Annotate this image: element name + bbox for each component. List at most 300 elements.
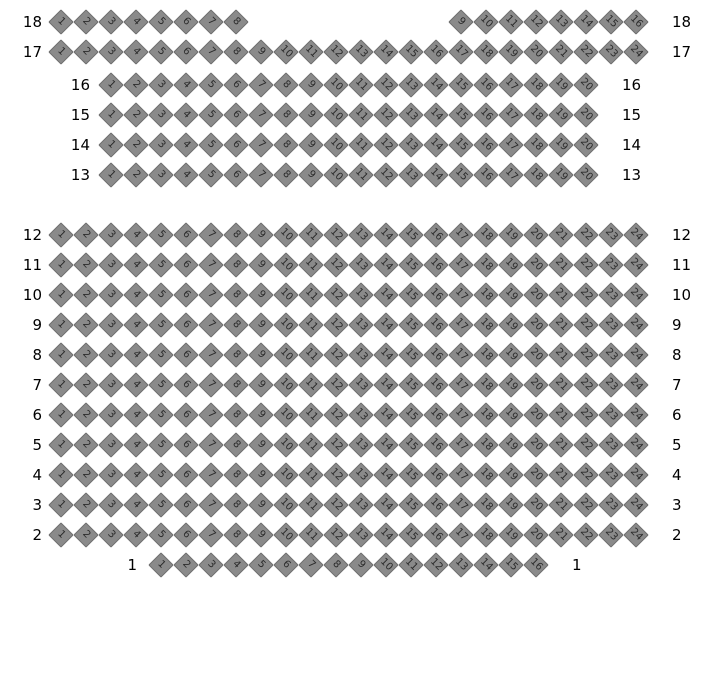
seat-row-11-1[interactable] [48, 252, 73, 277]
seat-row-17-16[interactable] [423, 39, 448, 64]
seat-row-7-23[interactable] [598, 372, 623, 397]
seat-row-7-21[interactable] [548, 372, 573, 397]
seat-row-8-18[interactable] [473, 342, 498, 367]
seat-row-5-19[interactable] [498, 432, 523, 457]
seat-row-16-8[interactable] [273, 72, 298, 97]
seat-row-5-4[interactable] [123, 432, 148, 457]
seat-row-5-3[interactable] [98, 432, 123, 457]
seat-row-14-3[interactable] [148, 132, 173, 157]
seat-row-4-18[interactable] [473, 462, 498, 487]
seat-row-10-2[interactable] [73, 282, 98, 307]
seat-row-9-2[interactable] [73, 312, 98, 337]
seat-row-1-16[interactable] [523, 552, 548, 577]
seat-row-8-2[interactable] [73, 342, 98, 367]
seat-row-10-1[interactable] [48, 282, 73, 307]
seat-row-1-12[interactable] [423, 552, 448, 577]
seat-row-10-11[interactable] [298, 282, 323, 307]
seat-row-7-9[interactable] [248, 372, 273, 397]
seat-row-9-14[interactable] [373, 312, 398, 337]
seat-row-6-19[interactable] [498, 402, 523, 427]
seat-row-1-14[interactable] [473, 552, 498, 577]
seat-row-3-13[interactable] [348, 492, 373, 517]
seat-row-17-1[interactable] [48, 39, 73, 64]
seat-row-17-13[interactable] [348, 39, 373, 64]
seat-row-5-12[interactable] [323, 432, 348, 457]
seat-row-1-3[interactable] [198, 552, 223, 577]
seat-row-6-15[interactable] [398, 402, 423, 427]
seat-row-12-6[interactable] [173, 222, 198, 247]
seat-row-15-17[interactable] [498, 102, 523, 127]
seat-row-17-12[interactable] [323, 39, 348, 64]
seat-row-18-11[interactable] [498, 9, 523, 34]
seat-row-8-24[interactable] [623, 342, 648, 367]
seat-row-8-12[interactable] [323, 342, 348, 367]
seat-row-16-4[interactable] [173, 72, 198, 97]
seat-row-13-3[interactable] [148, 162, 173, 187]
seat-row-5-20[interactable] [523, 432, 548, 457]
seat-row-1-5[interactable] [248, 552, 273, 577]
seat-row-15-20[interactable] [573, 102, 598, 127]
seat-row-3-4[interactable] [123, 492, 148, 517]
seat-row-10-19[interactable] [498, 282, 523, 307]
seat-row-18-14[interactable] [573, 9, 598, 34]
seat-row-16-17[interactable] [498, 72, 523, 97]
seat-row-7-7[interactable] [198, 372, 223, 397]
seat-row-7-10[interactable] [273, 372, 298, 397]
seat-row-13-5[interactable] [198, 162, 223, 187]
seat-row-1-9[interactable] [348, 552, 373, 577]
seat-row-10-10[interactable] [273, 282, 298, 307]
seat-row-4-24[interactable] [623, 462, 648, 487]
seat-row-13-12[interactable] [373, 162, 398, 187]
seat-row-2-13[interactable] [348, 522, 373, 547]
seat-row-6-3[interactable] [98, 402, 123, 427]
seat-row-6-8[interactable] [223, 402, 248, 427]
seat-row-1-1[interactable] [148, 552, 173, 577]
seat-row-16-12[interactable] [373, 72, 398, 97]
seat-row-10-9[interactable] [248, 282, 273, 307]
seat-row-4-13[interactable] [348, 462, 373, 487]
seat-row-12-19[interactable] [498, 222, 523, 247]
seat-row-10-21[interactable] [548, 282, 573, 307]
seat-row-14-7[interactable] [248, 132, 273, 157]
seat-row-4-15[interactable] [398, 462, 423, 487]
seat-row-3-23[interactable] [598, 492, 623, 517]
seat-row-14-6[interactable] [223, 132, 248, 157]
seat-row-8-8[interactable] [223, 342, 248, 367]
seat-row-4-11[interactable] [298, 462, 323, 487]
seat-row-1-6[interactable] [273, 552, 298, 577]
seat-row-9-15[interactable] [398, 312, 423, 337]
seat-row-10-16[interactable] [423, 282, 448, 307]
seat-row-11-18[interactable] [473, 252, 498, 277]
seat-row-17-14[interactable] [373, 39, 398, 64]
seat-row-9-22[interactable] [573, 312, 598, 337]
seat-row-5-14[interactable] [373, 432, 398, 457]
seat-row-15-6[interactable] [223, 102, 248, 127]
seat-row-5-1[interactable] [48, 432, 73, 457]
seat-row-13-13[interactable] [398, 162, 423, 187]
seat-row-3-15[interactable] [398, 492, 423, 517]
seat-row-8-11[interactable] [298, 342, 323, 367]
seat-row-2-22[interactable] [573, 522, 598, 547]
seat-row-8-9[interactable] [248, 342, 273, 367]
seat-row-3-11[interactable] [298, 492, 323, 517]
seat-row-15-10[interactable] [323, 102, 348, 127]
seat-row-13-19[interactable] [548, 162, 573, 187]
seat-row-11-17[interactable] [448, 252, 473, 277]
seat-row-3-3[interactable] [98, 492, 123, 517]
seat-row-17-23[interactable] [598, 39, 623, 64]
seat-row-11-11[interactable] [298, 252, 323, 277]
seat-row-6-11[interactable] [298, 402, 323, 427]
seat-row-16-16[interactable] [473, 72, 498, 97]
seat-row-9-3[interactable] [98, 312, 123, 337]
seat-row-7-14[interactable] [373, 372, 398, 397]
seat-row-14-2[interactable] [123, 132, 148, 157]
seat-row-2-12[interactable] [323, 522, 348, 547]
seat-row-11-16[interactable] [423, 252, 448, 277]
seat-row-8-5[interactable] [148, 342, 173, 367]
seat-row-17-4[interactable] [123, 39, 148, 64]
seat-row-14-5[interactable] [198, 132, 223, 157]
seat-row-14-18[interactable] [523, 132, 548, 157]
seat-row-11-12[interactable] [323, 252, 348, 277]
seat-row-3-7[interactable] [198, 492, 223, 517]
seat-row-5-22[interactable] [573, 432, 598, 457]
seat-row-12-12[interactable] [323, 222, 348, 247]
seat-row-15-15[interactable] [448, 102, 473, 127]
seat-row-5-15[interactable] [398, 432, 423, 457]
seat-row-10-7[interactable] [198, 282, 223, 307]
seat-row-7-5[interactable] [148, 372, 173, 397]
seat-row-12-5[interactable] [148, 222, 173, 247]
seat-row-12-14[interactable] [373, 222, 398, 247]
seat-row-16-15[interactable] [448, 72, 473, 97]
seat-row-18-1[interactable] [48, 9, 73, 34]
seat-row-9-23[interactable] [598, 312, 623, 337]
seat-row-4-5[interactable] [148, 462, 173, 487]
seat-row-18-15[interactable] [598, 9, 623, 34]
seat-row-11-22[interactable] [573, 252, 598, 277]
seat-row-9-10[interactable] [273, 312, 298, 337]
seat-row-15-3[interactable] [148, 102, 173, 127]
seat-row-1-13[interactable] [448, 552, 473, 577]
seat-row-13-17[interactable] [498, 162, 523, 187]
seat-row-18-13[interactable] [548, 9, 573, 34]
seat-row-2-17[interactable] [448, 522, 473, 547]
seat-row-7-13[interactable] [348, 372, 373, 397]
seat-row-15-18[interactable] [523, 102, 548, 127]
seat-row-4-12[interactable] [323, 462, 348, 487]
seat-row-9-1[interactable] [48, 312, 73, 337]
seat-row-16-6[interactable] [223, 72, 248, 97]
seat-row-14-14[interactable] [423, 132, 448, 157]
seat-row-4-7[interactable] [198, 462, 223, 487]
seat-row-3-12[interactable] [323, 492, 348, 517]
seat-row-8-21[interactable] [548, 342, 573, 367]
seat-row-5-21[interactable] [548, 432, 573, 457]
seat-row-16-3[interactable] [148, 72, 173, 97]
seat-row-9-6[interactable] [173, 312, 198, 337]
seat-row-11-15[interactable] [398, 252, 423, 277]
seat-row-7-6[interactable] [173, 372, 198, 397]
seat-row-4-19[interactable] [498, 462, 523, 487]
seat-row-2-14[interactable] [373, 522, 398, 547]
seat-row-11-20[interactable] [523, 252, 548, 277]
seat-row-3-8[interactable] [223, 492, 248, 517]
seat-row-18-9[interactable] [448, 9, 473, 34]
seat-row-3-22[interactable] [573, 492, 598, 517]
seat-row-2-3[interactable] [98, 522, 123, 547]
seat-row-12-23[interactable] [598, 222, 623, 247]
seat-row-12-10[interactable] [273, 222, 298, 247]
seat-row-4-21[interactable] [548, 462, 573, 487]
seat-row-8-22[interactable] [573, 342, 598, 367]
seat-row-16-11[interactable] [348, 72, 373, 97]
seat-row-5-10[interactable] [273, 432, 298, 457]
seat-row-11-3[interactable] [98, 252, 123, 277]
seat-row-6-7[interactable] [198, 402, 223, 427]
seat-row-3-17[interactable] [448, 492, 473, 517]
seat-row-2-20[interactable] [523, 522, 548, 547]
seat-row-7-17[interactable] [448, 372, 473, 397]
seat-row-1-10[interactable] [373, 552, 398, 577]
seat-row-1-8[interactable] [323, 552, 348, 577]
seat-row-8-15[interactable] [398, 342, 423, 367]
seat-row-16-2[interactable] [123, 72, 148, 97]
seat-row-18-12[interactable] [523, 9, 548, 34]
seat-row-8-23[interactable] [598, 342, 623, 367]
seat-row-17-19[interactable] [498, 39, 523, 64]
seat-row-8-17[interactable] [448, 342, 473, 367]
seat-row-15-1[interactable] [98, 102, 123, 127]
seat-row-17-10[interactable] [273, 39, 298, 64]
seat-row-16-13[interactable] [398, 72, 423, 97]
seat-row-3-16[interactable] [423, 492, 448, 517]
seat-row-12-11[interactable] [298, 222, 323, 247]
seat-row-14-19[interactable] [548, 132, 573, 157]
seat-row-9-5[interactable] [148, 312, 173, 337]
seat-row-17-5[interactable] [148, 39, 173, 64]
seat-row-9-19[interactable] [498, 312, 523, 337]
seat-row-13-11[interactable] [348, 162, 373, 187]
seat-row-1-15[interactable] [498, 552, 523, 577]
seat-row-7-22[interactable] [573, 372, 598, 397]
seat-row-13-8[interactable] [273, 162, 298, 187]
seat-row-3-19[interactable] [498, 492, 523, 517]
seat-row-10-5[interactable] [148, 282, 173, 307]
seat-row-14-15[interactable] [448, 132, 473, 157]
seat-row-12-8[interactable] [223, 222, 248, 247]
seat-row-16-14[interactable] [423, 72, 448, 97]
seat-row-12-1[interactable] [48, 222, 73, 247]
seat-row-13-18[interactable] [523, 162, 548, 187]
seat-row-6-10[interactable] [273, 402, 298, 427]
seat-row-8-1[interactable] [48, 342, 73, 367]
seat-row-6-14[interactable] [373, 402, 398, 427]
seat-row-16-18[interactable] [523, 72, 548, 97]
seat-row-15-7[interactable] [248, 102, 273, 127]
seat-row-2-5[interactable] [148, 522, 173, 547]
seat-row-11-7[interactable] [198, 252, 223, 277]
seat-row-18-8[interactable] [223, 9, 248, 34]
seat-row-2-9[interactable] [248, 522, 273, 547]
seat-row-11-14[interactable] [373, 252, 398, 277]
seat-row-2-1[interactable] [48, 522, 73, 547]
seat-row-13-20[interactable] [573, 162, 598, 187]
seat-row-1-11[interactable] [398, 552, 423, 577]
seat-row-5-7[interactable] [198, 432, 223, 457]
seat-row-1-7[interactable] [298, 552, 323, 577]
seat-row-12-13[interactable] [348, 222, 373, 247]
seat-row-14-1[interactable] [98, 132, 123, 157]
seat-row-4-10[interactable] [273, 462, 298, 487]
seat-row-12-15[interactable] [398, 222, 423, 247]
seat-row-9-11[interactable] [298, 312, 323, 337]
seat-row-7-2[interactable] [73, 372, 98, 397]
seat-row-4-17[interactable] [448, 462, 473, 487]
seat-row-8-7[interactable] [198, 342, 223, 367]
seat-row-4-16[interactable] [423, 462, 448, 487]
seat-row-11-2[interactable] [73, 252, 98, 277]
seat-row-10-18[interactable] [473, 282, 498, 307]
seat-row-17-6[interactable] [173, 39, 198, 64]
seat-row-18-10[interactable] [473, 9, 498, 34]
seat-row-18-4[interactable] [123, 9, 148, 34]
seat-row-7-15[interactable] [398, 372, 423, 397]
seat-row-3-18[interactable] [473, 492, 498, 517]
seat-row-12-20[interactable] [523, 222, 548, 247]
seat-row-12-4[interactable] [123, 222, 148, 247]
seat-row-6-23[interactable] [598, 402, 623, 427]
seat-row-11-9[interactable] [248, 252, 273, 277]
seat-row-14-8[interactable] [273, 132, 298, 157]
seat-row-17-22[interactable] [573, 39, 598, 64]
seat-row-9-20[interactable] [523, 312, 548, 337]
seat-row-7-18[interactable] [473, 372, 498, 397]
seat-row-3-20[interactable] [523, 492, 548, 517]
seat-row-17-21[interactable] [548, 39, 573, 64]
seat-row-1-4[interactable] [223, 552, 248, 577]
seat-row-8-16[interactable] [423, 342, 448, 367]
seat-row-14-11[interactable] [348, 132, 373, 157]
seat-row-9-24[interactable] [623, 312, 648, 337]
seat-row-9-8[interactable] [223, 312, 248, 337]
seat-row-2-23[interactable] [598, 522, 623, 547]
seat-row-4-23[interactable] [598, 462, 623, 487]
seat-row-10-4[interactable] [123, 282, 148, 307]
seat-row-5-13[interactable] [348, 432, 373, 457]
seat-row-13-6[interactable] [223, 162, 248, 187]
seat-row-10-23[interactable] [598, 282, 623, 307]
seat-row-16-19[interactable] [548, 72, 573, 97]
seat-row-11-24[interactable] [623, 252, 648, 277]
seat-row-3-2[interactable] [73, 492, 98, 517]
seat-row-5-5[interactable] [148, 432, 173, 457]
seat-row-5-9[interactable] [248, 432, 273, 457]
seat-row-4-20[interactable] [523, 462, 548, 487]
seat-row-12-9[interactable] [248, 222, 273, 247]
seat-row-13-16[interactable] [473, 162, 498, 187]
seat-row-18-7[interactable] [198, 9, 223, 34]
seat-row-18-6[interactable] [173, 9, 198, 34]
seat-row-2-24[interactable] [623, 522, 648, 547]
seat-row-4-22[interactable] [573, 462, 598, 487]
seat-row-10-22[interactable] [573, 282, 598, 307]
seat-row-8-3[interactable] [98, 342, 123, 367]
seat-row-18-2[interactable] [73, 9, 98, 34]
seat-row-12-17[interactable] [448, 222, 473, 247]
seat-row-14-17[interactable] [498, 132, 523, 157]
seat-row-11-4[interactable] [123, 252, 148, 277]
seat-row-10-24[interactable] [623, 282, 648, 307]
seat-row-15-13[interactable] [398, 102, 423, 127]
seat-row-3-1[interactable] [48, 492, 73, 517]
seat-row-13-15[interactable] [448, 162, 473, 187]
seat-row-16-7[interactable] [248, 72, 273, 97]
seat-row-16-10[interactable] [323, 72, 348, 97]
seat-row-6-1[interactable] [48, 402, 73, 427]
seat-row-11-6[interactable] [173, 252, 198, 277]
seat-row-16-5[interactable] [198, 72, 223, 97]
seat-row-3-14[interactable] [373, 492, 398, 517]
seat-row-12-3[interactable] [98, 222, 123, 247]
seat-row-2-19[interactable] [498, 522, 523, 547]
seat-row-9-12[interactable] [323, 312, 348, 337]
seat-row-2-18[interactable] [473, 522, 498, 547]
seat-row-6-6[interactable] [173, 402, 198, 427]
seat-row-2-7[interactable] [198, 522, 223, 547]
seat-row-11-23[interactable] [598, 252, 623, 277]
seat-row-6-4[interactable] [123, 402, 148, 427]
seat-row-7-24[interactable] [623, 372, 648, 397]
seat-row-7-4[interactable] [123, 372, 148, 397]
seat-row-12-18[interactable] [473, 222, 498, 247]
seat-row-5-2[interactable] [73, 432, 98, 457]
seat-row-5-16[interactable] [423, 432, 448, 457]
seat-row-2-21[interactable] [548, 522, 573, 547]
seat-row-6-24[interactable] [623, 402, 648, 427]
seat-row-7-12[interactable] [323, 372, 348, 397]
seat-row-8-6[interactable] [173, 342, 198, 367]
seat-row-11-21[interactable] [548, 252, 573, 277]
seat-row-9-17[interactable] [448, 312, 473, 337]
seat-row-11-8[interactable] [223, 252, 248, 277]
seat-row-4-14[interactable] [373, 462, 398, 487]
seat-row-7-19[interactable] [498, 372, 523, 397]
seat-row-18-3[interactable] [98, 9, 123, 34]
seat-row-5-8[interactable] [223, 432, 248, 457]
seat-row-6-2[interactable] [73, 402, 98, 427]
seat-row-9-18[interactable] [473, 312, 498, 337]
seat-row-10-6[interactable] [173, 282, 198, 307]
seat-row-15-16[interactable] [473, 102, 498, 127]
seat-row-17-11[interactable] [298, 39, 323, 64]
seat-row-10-15[interactable] [398, 282, 423, 307]
seat-row-6-16[interactable] [423, 402, 448, 427]
seat-row-17-17[interactable] [448, 39, 473, 64]
seat-row-4-6[interactable] [173, 462, 198, 487]
seat-row-6-13[interactable] [348, 402, 373, 427]
seat-row-9-21[interactable] [548, 312, 573, 337]
seat-row-10-12[interactable] [323, 282, 348, 307]
seat-row-5-18[interactable] [473, 432, 498, 457]
seat-row-12-2[interactable] [73, 222, 98, 247]
seat-row-9-13[interactable] [348, 312, 373, 337]
seat-row-17-18[interactable] [473, 39, 498, 64]
seat-row-12-22[interactable] [573, 222, 598, 247]
